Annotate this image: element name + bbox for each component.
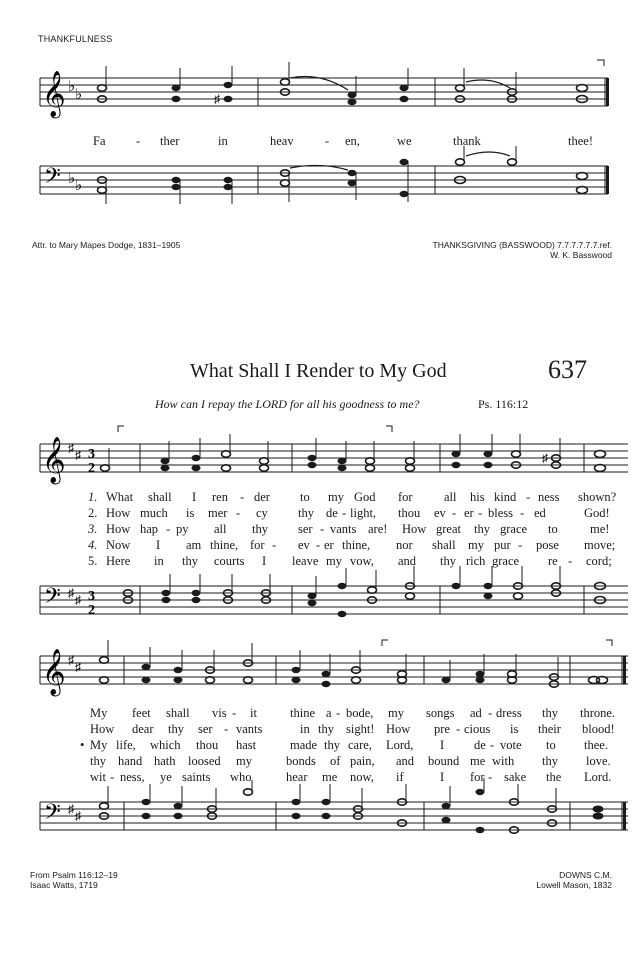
- hymn-epigraph-ref: Ps. 116:12: [478, 397, 529, 411]
- lyric-word: cious: [464, 722, 491, 736]
- lyric-word: me!: [590, 522, 610, 536]
- lyric-word: thy: [542, 706, 558, 720]
- svg-text:♯: ♯: [68, 653, 74, 667]
- lyric-word: cord;: [586, 554, 612, 568]
- lyric-word: made: [290, 738, 318, 752]
- lyric-word: am: [186, 538, 202, 552]
- lyric-hyphen: -: [224, 722, 229, 736]
- verse-5-line-2: [0, 770, 640, 786]
- lyric-word: all: [444, 490, 457, 504]
- lyric-word: blood!: [582, 722, 615, 736]
- lyric-hyphen: -: [272, 538, 277, 552]
- prev-composer-credit: W. K. Basswood: [550, 250, 612, 260]
- lyric-word: Fa: [93, 134, 106, 148]
- lyric-word: thy: [542, 754, 558, 768]
- section-heading: THANKFULNESS: [38, 34, 113, 44]
- lyric-word: the: [546, 770, 562, 784]
- lyric-word: with: [492, 754, 515, 768]
- lyric-hyphen: -: [232, 706, 237, 720]
- lyric-word: songs: [426, 706, 455, 720]
- verse-1-line: [0, 490, 640, 506]
- lyric-word: thine,: [342, 538, 371, 552]
- lyric-word: sake: [504, 770, 527, 784]
- lyric-word: thank: [453, 134, 481, 148]
- lyric-hyphen: -: [568, 554, 573, 568]
- lyric-word: much: [140, 506, 168, 520]
- lyric-hyphen: -: [490, 738, 495, 752]
- lyric-word: thy: [182, 554, 198, 568]
- lyric-word: ser: [198, 722, 213, 736]
- lyric-word: thee!: [568, 134, 593, 148]
- lyric-word: ev: [434, 506, 446, 520]
- lyric-word: their: [538, 722, 561, 736]
- svg-text:𝄞: 𝄞: [42, 71, 66, 117]
- lyric-word: ness: [538, 490, 560, 504]
- lyric-word: leave: [292, 554, 319, 568]
- verse-4-line: [0, 538, 640, 554]
- lyric-word: now,: [350, 770, 374, 784]
- lyric-word: kind: [494, 490, 517, 504]
- lyric-word: grace: [492, 554, 520, 568]
- lyric-word: move;: [584, 538, 616, 552]
- lyric-word: my: [236, 754, 252, 768]
- lyric-word: my: [326, 554, 342, 568]
- lyric-word: care,: [348, 738, 372, 752]
- lyric-word: How: [106, 506, 131, 520]
- svg-text:♭: ♭: [68, 171, 76, 187]
- lyric-word: in: [218, 134, 228, 148]
- verse-number: 2.: [88, 506, 98, 520]
- lyric-word: Now: [106, 538, 131, 552]
- system2-treble-staff: [0, 638, 640, 704]
- lyric-word: ser: [298, 522, 313, 536]
- lyric-hyphen: -: [488, 770, 493, 784]
- lyric-word: I: [156, 538, 161, 552]
- lyric-word: if: [396, 770, 404, 784]
- lyric-word: for: [250, 538, 265, 552]
- lyric-word: of: [330, 754, 341, 768]
- lyric-word: great: [436, 522, 461, 536]
- lyric-word: re: [548, 554, 558, 568]
- svg-text:3: 3: [88, 447, 95, 462]
- lyric-word: shall: [166, 706, 190, 720]
- lyric-word: thy: [324, 738, 340, 752]
- verse-bullet: •: [80, 738, 85, 752]
- source-credit: From Psalm 116:12–19: [30, 870, 118, 880]
- lyric-word: saints: [182, 770, 211, 784]
- lyric-word: thy: [168, 722, 184, 736]
- tune-name: DOWNS C.M.: [559, 870, 612, 880]
- hymn-epigraph: How can I repay the LORD for all his goodness to me?: [155, 397, 420, 411]
- lyric-word: thy: [252, 522, 268, 536]
- lyric-word: God!: [584, 506, 610, 520]
- svg-text:𝄞: 𝄞: [42, 437, 66, 483]
- lyric-word: pre: [434, 722, 450, 736]
- verse-3-line-2: [0, 738, 640, 754]
- lyric-word: grace: [500, 522, 528, 536]
- lyric-word: hap: [140, 522, 159, 536]
- hymn-number: 637: [548, 355, 587, 384]
- lyric-word: in: [300, 722, 310, 736]
- verse-4-line-2: [0, 754, 640, 770]
- lyric-word: mer: [208, 506, 228, 520]
- lyric-word: thy: [298, 506, 314, 520]
- lyric-word: Here: [106, 554, 131, 568]
- lyric-word: pur: [494, 538, 511, 552]
- svg-text:♯: ♯: [75, 660, 81, 674]
- lyric-hyphen: -: [526, 490, 531, 504]
- svg-text:♯: ♯: [214, 92, 220, 106]
- verse-1-line-2: [0, 706, 640, 722]
- lyric-word: thee.: [584, 738, 608, 752]
- lyric-word: en,: [345, 134, 360, 148]
- lyric-word: thy: [440, 554, 456, 568]
- lyric-word: How: [402, 522, 427, 536]
- lyric-hyphen: -: [452, 506, 457, 520]
- lyric-word: dear: [132, 722, 154, 736]
- lyric-word: ness,: [120, 770, 145, 784]
- lyric-word: my: [328, 490, 344, 504]
- lyric-word: thy: [318, 722, 334, 736]
- verse-2-line-2: [0, 722, 640, 738]
- lyric-word: hear: [286, 770, 308, 784]
- lyric-word: to: [548, 522, 558, 536]
- lyric-word: wit: [90, 770, 106, 784]
- svg-text:𝄢: 𝄢: [44, 164, 61, 194]
- lyric-word: which: [150, 738, 181, 752]
- svg-text:♯: ♯: [68, 441, 74, 455]
- lyric-word: thou: [398, 506, 421, 520]
- lyric-word: thine,: [210, 538, 239, 552]
- lyric-word: and: [396, 754, 415, 768]
- lyric-hyphen: -: [166, 522, 171, 536]
- lyric-word: What: [106, 490, 134, 504]
- lyric-word: vis: [212, 706, 227, 720]
- lyric-word: bound: [428, 754, 460, 768]
- lyric-word: light,: [350, 506, 377, 520]
- lyric-word: throne.: [580, 706, 616, 720]
- lyric-word: heav: [270, 134, 294, 148]
- lyric-word: der: [254, 490, 270, 504]
- lyric-word: shall: [148, 490, 172, 504]
- lyric-word: cy: [256, 506, 268, 520]
- lyric-word: feet: [132, 706, 151, 720]
- lyric-word: ye: [160, 770, 172, 784]
- lyric-word: God: [354, 490, 376, 504]
- verse-3-line: [0, 522, 640, 538]
- svg-text:𝄢: 𝄢: [44, 800, 61, 830]
- verse-number: 3.: [88, 522, 98, 536]
- lyric-word: life,: [116, 738, 136, 752]
- lyric-word: How: [106, 522, 131, 536]
- lyric-hyphen: -: [342, 506, 347, 520]
- lyric-hyphen: -: [136, 134, 141, 148]
- lyric-word: I: [440, 770, 445, 784]
- lyric-word: My: [90, 706, 108, 720]
- composer-credit: Lowell Mason, 1832: [536, 880, 612, 890]
- svg-text:♭: ♭: [68, 79, 76, 95]
- svg-text:♭: ♭: [75, 87, 83, 103]
- prev-bass-staff: [0, 150, 640, 210]
- lyric-word: I: [440, 738, 445, 752]
- svg-text:2: 2: [88, 603, 95, 618]
- lyric-word: for: [470, 770, 485, 784]
- lyric-word: pose: [536, 538, 559, 552]
- lyric-word: er: [324, 538, 334, 552]
- lyric-word: all: [214, 522, 227, 536]
- lyric-word: pain,: [350, 754, 375, 768]
- lyric-word: is: [510, 722, 519, 736]
- hymn-title: What Shall I Render to My God: [190, 360, 447, 382]
- lyric-hyphen: -: [110, 770, 115, 784]
- svg-text:♯: ♯: [75, 593, 81, 607]
- lyric-word: in: [154, 554, 164, 568]
- lyric-word: ev: [298, 538, 310, 552]
- svg-text:♯: ♯: [75, 809, 81, 823]
- system1-bass-staff: [0, 572, 640, 632]
- lyric-word: for: [398, 490, 413, 504]
- prev-lyric-line: [0, 134, 640, 150]
- lyric-word: me: [322, 770, 338, 784]
- lyric-hyphen: -: [236, 506, 241, 520]
- lyric-word: thy: [90, 754, 106, 768]
- lyric-word: shall: [432, 538, 456, 552]
- svg-text:♯: ♯: [75, 448, 81, 462]
- svg-text:2: 2: [88, 461, 95, 476]
- lyric-word: courts: [214, 554, 245, 568]
- lyric-word: How: [90, 722, 115, 736]
- lyric-hyphen: -: [520, 506, 525, 520]
- lyric-word: de: [326, 506, 338, 520]
- lyric-word: vow,: [350, 554, 374, 568]
- lyric-word: I: [262, 554, 267, 568]
- lyric-word: my: [388, 706, 404, 720]
- lyric-word: vants: [236, 722, 263, 736]
- lyric-word: How: [386, 722, 411, 736]
- svg-text:𝄞: 𝄞: [42, 649, 66, 695]
- lyric-hyphen: -: [240, 490, 245, 504]
- lyric-word: are!: [368, 522, 388, 536]
- prev-treble-staff: [0, 66, 640, 126]
- svg-text:𝄢: 𝄢: [44, 584, 61, 614]
- lyric-hyphen: -: [518, 538, 523, 552]
- lyric-hyphen: -: [488, 706, 493, 720]
- lyric-hyphen: -: [478, 506, 483, 520]
- lyric-word: hast: [236, 738, 257, 752]
- prev-text-credit: Attr. to Mary Mapes Dodge, 1831–1905: [32, 240, 181, 250]
- lyric-word: is: [186, 506, 195, 520]
- lyric-word: py: [176, 522, 189, 536]
- lyric-word: shown?: [578, 490, 617, 504]
- lyric-word: it: [250, 706, 257, 720]
- lyric-word: and: [398, 554, 417, 568]
- lyric-word: my: [468, 538, 484, 552]
- lyric-word: a: [326, 706, 332, 720]
- lyric-word: vants: [330, 522, 357, 536]
- lyric-hyphen: -: [456, 722, 461, 736]
- system2-bass-staff: [0, 790, 640, 850]
- svg-text:♯: ♯: [68, 586, 74, 600]
- lyric-word: loosed: [188, 754, 221, 768]
- lyric-word: to: [546, 738, 556, 752]
- lyric-word: me: [470, 754, 486, 768]
- lyric-word: My: [90, 738, 108, 752]
- verse-number: 4.: [88, 538, 98, 552]
- lyric-word: vote: [500, 738, 522, 752]
- lyric-word: de: [474, 738, 486, 752]
- lyric-word: ed: [534, 506, 546, 520]
- svg-text:♭: ♭: [75, 178, 83, 194]
- svg-text:♯: ♯: [68, 802, 74, 816]
- lyric-word: I: [192, 490, 197, 504]
- lyric-word: to: [300, 490, 310, 504]
- lyric-hyphen: -: [325, 134, 330, 148]
- lyric-word: bless: [488, 506, 513, 520]
- lyric-word: thine: [290, 706, 315, 720]
- verse-5-line: [0, 554, 640, 570]
- verse-2-line: [0, 506, 640, 522]
- lyric-hyphen: -: [320, 522, 325, 536]
- lyric-word: his: [470, 490, 485, 504]
- lyric-word: thy: [474, 522, 490, 536]
- verse-number: 1.: [88, 490, 98, 504]
- lyric-hyphen: -: [316, 538, 321, 552]
- lyric-word: ad: [470, 706, 482, 720]
- lyric-word: ther: [160, 134, 180, 148]
- lyric-word: er: [464, 506, 474, 520]
- lyric-word: rich: [466, 554, 486, 568]
- svg-text:♯: ♯: [542, 451, 548, 465]
- author-credit: Isaac Watts, 1719: [30, 880, 98, 890]
- lyric-word: bode,: [346, 706, 374, 720]
- lyric-word: Lord.: [584, 770, 612, 784]
- lyric-word: ren: [212, 490, 228, 504]
- lyric-word: love.: [586, 754, 611, 768]
- lyric-word: dress: [496, 706, 522, 720]
- prev-tune-credit: THANKSGIVING (BASSWOOD) 7.7.7.7.7.7.ref.: [432, 240, 612, 250]
- lyric-word: bonds: [286, 754, 316, 768]
- lyric-word: thou: [196, 738, 219, 752]
- svg-text:3: 3: [88, 589, 95, 604]
- lyric-word: we: [397, 134, 412, 148]
- lyric-word: who: [230, 770, 252, 784]
- verse-number: 5.: [88, 554, 98, 568]
- lyric-word: Lord,: [386, 738, 414, 752]
- lyric-word: hath: [154, 754, 176, 768]
- lyric-word: hand: [118, 754, 143, 768]
- lyric-word: sight!: [346, 722, 375, 736]
- lyric-hyphen: -: [336, 706, 341, 720]
- lyric-word: nor: [396, 538, 413, 552]
- system1-treble-staff: [0, 422, 640, 492]
